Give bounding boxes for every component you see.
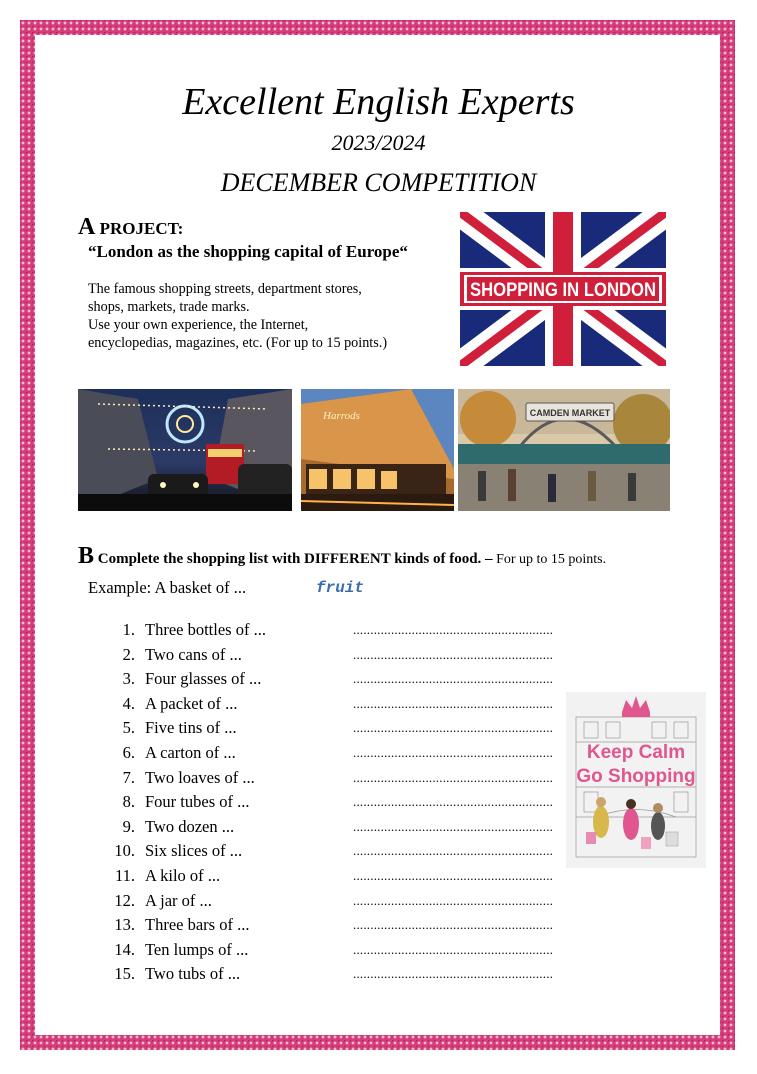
list-item	[105, 940, 565, 965]
item-number: 11.	[114, 865, 135, 885]
example-answer: fruit	[316, 579, 365, 597]
item-number: 1.	[122, 620, 135, 639]
keep-calm-go-shopping-image	[566, 692, 706, 868]
school-year: 2023/2024	[331, 130, 426, 155]
answer-blank[interactable]: ..........................................................	[353, 867, 554, 883]
answer-blank[interactable]: ..........................................................	[353, 671, 554, 687]
section-b-instruction: Complete the shopping list with DIFFERENT kinds of food. –	[94, 551, 493, 567]
camden-market-photo	[458, 389, 670, 511]
description-line: Use your own experience, the Internet,	[88, 317, 309, 333]
go-shopping-text: Go Shopping	[576, 766, 696, 787]
list-item	[105, 768, 565, 793]
answer-blank[interactable]: ..........................................................	[353, 818, 554, 834]
answer-blank[interactable]: ..........................................................	[353, 744, 554, 760]
section-a-label: PROJECT:	[95, 219, 184, 238]
item-number: 12.	[114, 890, 135, 910]
section-b-heading	[78, 543, 606, 570]
keep-calm-text: Keep Calm	[586, 742, 686, 763]
item-number: 2.	[122, 644, 135, 664]
answer-blank[interactable]: ..........................................................	[353, 769, 554, 785]
answer-blank[interactable]: ..........................................................	[353, 646, 554, 662]
item-text: Two tubs of ...	[145, 964, 241, 984]
item-number: 15.	[114, 964, 135, 984]
item-text: Four tubes of ...	[145, 792, 250, 812]
item-text: A packet of ...	[145, 693, 238, 713]
item-number: 7.	[122, 767, 135, 787]
item-text: Ten lumps of ...	[145, 939, 249, 959]
answer-blank[interactable]: ..........................................................	[353, 794, 554, 810]
regent-street-photo	[78, 389, 292, 511]
flag-banner-text: SHOPPING IN LONDON	[470, 280, 656, 301]
item-number: 9.	[122, 816, 135, 836]
page-title: Excellent English Experts	[182, 81, 575, 123]
list-item	[105, 915, 565, 940]
item-text: Five tins of ...	[145, 718, 237, 738]
answer-blank[interactable]: ..........................................................	[353, 695, 554, 711]
description-line: The famous shopping streets, department stores,	[88, 281, 362, 297]
item-number: 8.	[122, 792, 135, 812]
item-number: 13.	[114, 915, 135, 935]
section-a-letter: A	[78, 214, 96, 240]
item-number: 14.	[114, 939, 135, 959]
item-number: 4.	[122, 693, 135, 713]
item-text: Three bottles of ...	[145, 620, 266, 639]
list-item	[105, 817, 565, 842]
list-item	[105, 866, 565, 891]
section-b-letter: B	[78, 543, 95, 569]
list-item	[105, 964, 565, 989]
answer-blank[interactable]: ..........................................................	[353, 892, 554, 908]
description-line: shops, markets, trade marks.	[88, 299, 250, 315]
answer-blank[interactable]: ..........................................................	[353, 917, 554, 933]
item-text: Six slices of ...	[145, 841, 243, 861]
list-item	[105, 645, 565, 670]
answer-blank[interactable]: ..........................................................	[353, 622, 554, 637]
item-text: Three bars of ...	[145, 915, 250, 935]
list-item	[105, 792, 565, 817]
item-number: 5.	[122, 718, 135, 738]
item-number: 10.	[114, 841, 135, 861]
item-text: Two dozen ...	[145, 816, 235, 836]
answer-blank[interactable]: ..........................................................	[353, 720, 554, 736]
competition-title: DECEMBER COMPETITION	[220, 168, 537, 197]
answer-blank[interactable]: ..........................................................	[353, 843, 554, 859]
harrods-sign: Harrods	[323, 410, 360, 422]
list-item	[105, 620, 565, 645]
section-b-points: For up to 15 points.	[492, 552, 607, 567]
union-jack-image	[460, 212, 666, 366]
item-number: 6.	[122, 742, 135, 762]
item-text: A jar of ...	[145, 890, 212, 910]
example-label: Example: A basket of ...	[88, 578, 247, 597]
list-item	[105, 891, 565, 916]
list-item	[105, 743, 565, 768]
item-text: A carton of ...	[145, 742, 236, 762]
list-item	[105, 669, 565, 694]
item-text: A kilo of ...	[145, 865, 221, 885]
item-text: Four glasses of ...	[145, 669, 262, 689]
item-text: Two cans of ...	[145, 644, 242, 664]
list-item	[105, 841, 565, 866]
camden-sign: CAMDEN MARKET	[529, 408, 611, 418]
harrods-photo	[301, 389, 454, 511]
project-description	[88, 280, 438, 352]
list-item	[105, 694, 565, 719]
answer-blank[interactable]: ..........................................................	[353, 966, 554, 982]
description-line: encyclopedias, magazines, etc. (For up to 15 points.)	[88, 335, 388, 351]
item-text: Two loaves of ...	[145, 767, 255, 787]
item-number: 3.	[122, 669, 135, 689]
project-title: “London as the shopping capital of Europe“	[88, 242, 408, 261]
answer-blank[interactable]: ..........................................................	[353, 941, 554, 957]
list-item	[105, 718, 565, 743]
section-a-heading	[78, 214, 183, 241]
shopping-list	[105, 620, 565, 989]
